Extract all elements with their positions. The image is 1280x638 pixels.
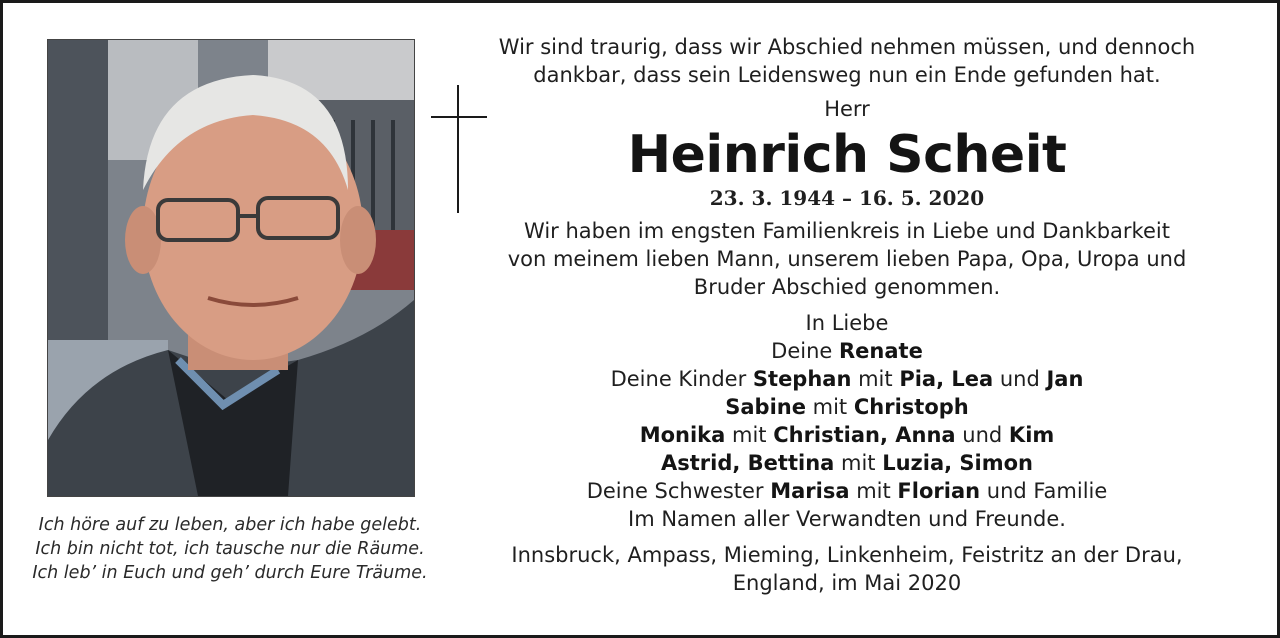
mourner-name: Sabine <box>725 395 806 419</box>
mourner-name: Renate <box>839 339 923 363</box>
mourner-name: Christoph <box>853 395 969 419</box>
mourner-name: Kim <box>1008 423 1055 447</box>
mourner-text: mit <box>834 451 883 475</box>
mourner-line <box>473 449 1221 477</box>
deceased-name: Heinrich Scheit <box>627 125 1067 185</box>
closing: In Liebe <box>805 311 889 335</box>
mourner-name: Monika <box>639 423 726 447</box>
mourner-name: Pia, Lea <box>899 367 994 391</box>
mourner-name: Florian <box>897 479 981 503</box>
intro-text: Wir sind traurig, dass wir Abschied nehmen müssen, und dennoch dankbar, dass sein Leidensweg nun ein Ende gefunden hat. <box>498 35 1196 87</box>
portrait-illustration <box>48 40 414 496</box>
mourners-list <box>473 309 1221 533</box>
poem-line: Ich bin nicht tot, ich tausche nur die Räume. <box>35 539 425 559</box>
mourner-line <box>473 477 1221 505</box>
mourner-text: Deine <box>771 339 839 363</box>
mourner-text: mit <box>805 395 854 419</box>
mourners <box>473 337 1221 533</box>
mourner-text: Deine Kinder <box>610 367 753 391</box>
farewell-message: Wir haben im engsten Familienkreis in Liebe und Dankbarkeit von meinem lieben Mann, unserem lieben Papa, Opa, Uropa und Bruder Abschied genommen. <box>507 219 1187 299</box>
mourner-name: Jan <box>1046 367 1084 391</box>
mourner-text: mit <box>851 367 900 391</box>
mourner-line <box>473 393 1221 421</box>
life-dates: 23. 3. 1944 – 16. 5. 2020 <box>709 186 985 210</box>
mourner-line <box>473 421 1221 449</box>
mourner-line <box>473 337 1221 365</box>
mourner-text: mit <box>725 423 774 447</box>
mourner-line <box>473 505 1221 533</box>
mourner-text: mit <box>849 479 898 503</box>
portrait-photo <box>47 39 415 497</box>
mourner-name: Astrid, Bettina <box>661 451 835 475</box>
poem-line: Ich höre auf zu leben, aber ich habe gelebt. <box>38 515 422 535</box>
poem-line: Ich leb’ in Euch und geh’ durch Eure Träume. <box>32 563 428 583</box>
mourner-name: Stephan <box>752 367 852 391</box>
mourner-text: und <box>993 367 1047 391</box>
poem <box>23 513 437 585</box>
salutation: Herr <box>824 97 870 121</box>
mourner-name: Marisa <box>770 479 850 503</box>
mourner-text: Deine Schwester <box>586 479 771 503</box>
mourner-line <box>473 365 1221 393</box>
notice-text <box>473 33 1221 597</box>
mourner-name: Christian, Anna <box>773 423 956 447</box>
mourner-text: und <box>955 423 1009 447</box>
place-and-date: Innsbruck, Ampass, Mieming, Linkenheim, Feistritz an der Drau, England, im Mai 2020 <box>511 543 1183 595</box>
mourner-text: Im Namen aller Verwandten und Freunde. <box>628 507 1066 531</box>
mourner-text: und Familie <box>980 479 1108 503</box>
mourner-name: Luzia, Simon <box>882 451 1033 475</box>
